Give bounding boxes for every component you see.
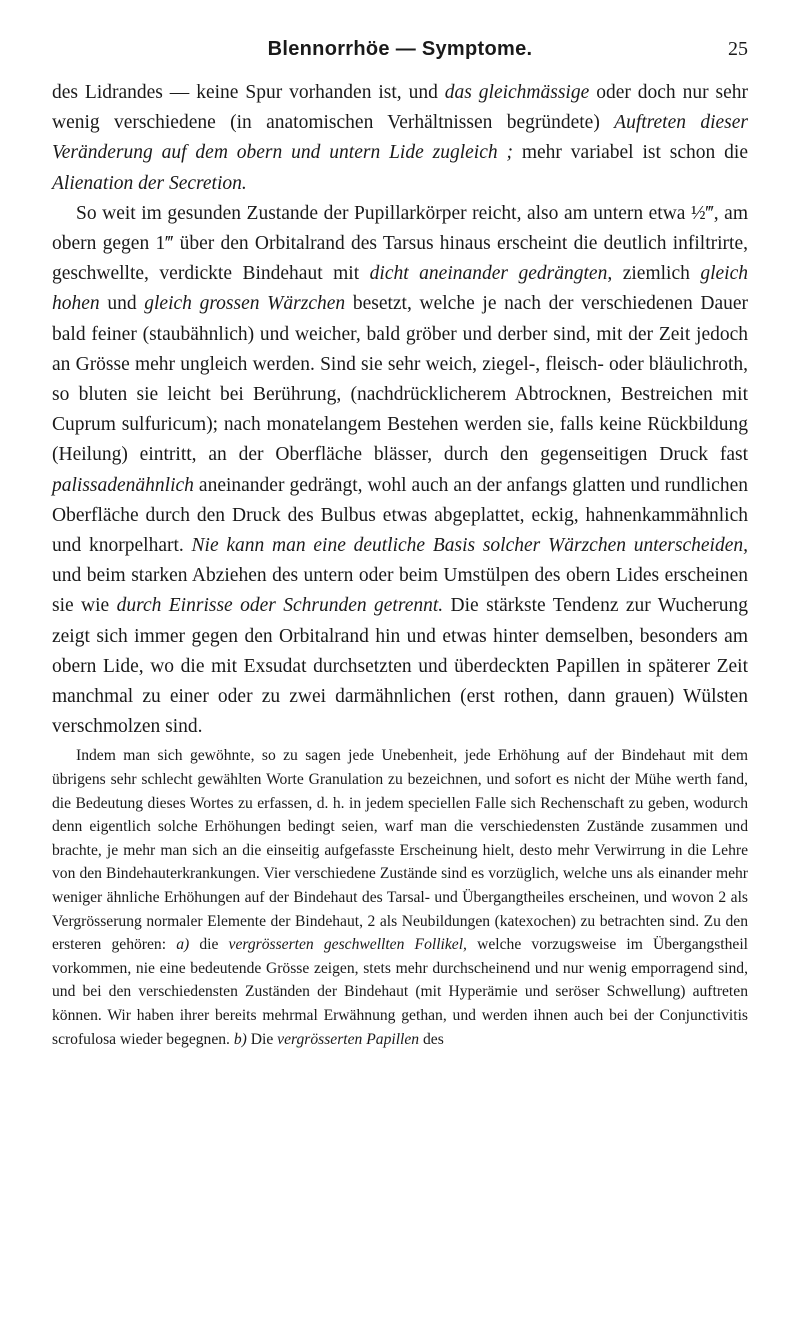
- text-run: mehr variabel ist schon die: [512, 142, 748, 164]
- text-run: oder doch nur sehr wenig verschiedene (in anatomischen Verhältnissen begründete): [52, 82, 748, 134]
- text-run: Die: [246, 1030, 278, 1048]
- text-run: ziemlich: [612, 263, 701, 285]
- italic-phrase: gleich hohen: [52, 263, 749, 315]
- italic-phrase: vergrösserten geschwellten Follikel,: [228, 936, 467, 954]
- italic-phrase: Alienation der Secretion.: [52, 172, 247, 194]
- text-run: So weit im gesunden Zustande der Pupillarkörper reicht, also am untern etwa ½‴, am obern gegen 1‴ über den Orbitalrand des Tarsus hinaus erscheint die deutlich infiltrirte, geschwellte, verdickte Bindehaut mit: [52, 202, 748, 285]
- text-run: und beim starken Abziehen des untern oder beim Umstülpen des obern Lides erscheinen sie wie: [52, 565, 748, 617]
- italic-phrase: vergrösserten Papillen: [277, 1030, 420, 1048]
- main-text: [52, 78, 748, 742]
- text-run: die: [189, 936, 229, 954]
- text-run: des: [419, 1030, 444, 1048]
- italic-phrase: palissadenähnlich: [52, 474, 194, 496]
- text-run: besetzt, welche je nach der verschiedenen Dauer bald feiner (staubähnlich) und weicher, bald gröber und derber sind, mit der Zeit jedoch an Grösse mehr ungleich werden. Sind sie sehr weich, ziegel-, fleisch- oder bläulichroth, so bluten sie leicht bei Berührung, (nachdrücklicherem Abtrocknen, Bestreichen mit Cuprum sulfuricum); nach monatelangem Bestehen werden sie, falls keine Rückbildung (Heilung) eintritt, an der Oberfläche blässer, durch den gegenseitigen Druck fast: [52, 293, 749, 466]
- text-run: Die stärkste Tendenz zur Wucherung zeigt sich immer gegen den Orbitalrand hin und etwas hinter demselben, besonders am obern Lide, wo die mit Exsudat durchsetzten und überdeckten Papillen in späterer Zeit manchmal zu einer oder zu zwei darmähnlichen (erst rothen, dann grauen) Wülsten verschmolzen sind.: [52, 595, 748, 738]
- page-number: 25: [728, 38, 748, 60]
- text-run: Indem man sich gewöhnte, so zu sagen jede Unebenheit, jede Erhöhung auf der Bindehaut mit dem übrigens sehr schlecht gewählten Worte Granulation zu bezeichnen, und sofort es nicht der Mühe werth fand, die Bedeutung dieses Wortes zu erfassen, d. h. in jedem speciellen Falle sich Rechenschaft zu geben, wodurch denn eigentlich solche Erhöhungen bedingt seien, warf man die verschiedensten Zustände zusammen und brachte, je mehr man sich an die einseitig aufgefasste Erscheinung hielt, desto mehr Verwirrung in die Lehre von den Bindehauterkrankungen. Vier verschiedene Zustände sind es vorzüglich, welche uns als einander mehr weniger ähnliche Erhöhungen auf der Bindehaut des Tarsal- und Übergangtheiles erscheinen, und wovon 2 als Vergrösserung normaler Elemente der Bindehaut, 2 als Neubildungen (katexochen) zu betrachten sind. Zu den ersteren gehören:: [52, 747, 748, 954]
- running-head: [52, 0, 748, 70]
- italic-phrase: Auftreten dieser Veränderung auf dem obern und untern Lide zugleich ;: [52, 112, 748, 164]
- text-run: welche vorzugsweise im Übergangstheil vorkommen, nie eine bedeutende Grösse zeigen, stets mehr durchscheinend und nur wenig emporragend sind, und bei den verschiedensten Zuständen der Bindehaut (mit Hyperämie und seröser Schwellung) auftreten können. Wir haben ihrer bereits mehrmal Erwähnung gethan, und werden ihnen auch bei der Conjunctivitis scrofulosa wieder begegnen.: [52, 936, 749, 1048]
- list-marker: b): [233, 1030, 247, 1048]
- text-run: und: [99, 293, 145, 315]
- italic-phrase: Nie kann man eine deutliche Basis solcher Wärzchen unterscheiden,: [191, 535, 748, 557]
- list-marker: a): [176, 936, 190, 954]
- note-paragraph: [52, 744, 748, 1051]
- running-title: Blennorrhöe — Symptome.: [267, 38, 533, 60]
- text-run: aneinander gedrängt, wohl auch an der anfangs glatten und rundlichen Oberfläche durch den Druck des Bulbus etwas abgeplattet, eckig, hahnenkammähnlich und knorpelhart.: [52, 474, 748, 557]
- italic-phrase: gleich grossen Wärzchen: [144, 293, 346, 315]
- paragraph-continued: [52, 78, 748, 199]
- small-print-note: [52, 744, 748, 1051]
- italic-phrase: das gleichmässige: [444, 82, 590, 103]
- text-run: des Lidrandes — keine Spur vorhanden ist, und: [52, 82, 445, 103]
- italic-phrase: dicht aneinander gedrängten,: [369, 263, 613, 285]
- italic-phrase: durch Einrisse oder Schrunden getrennt.: [116, 595, 444, 617]
- paragraph-pupillarkoerper: [52, 199, 748, 743]
